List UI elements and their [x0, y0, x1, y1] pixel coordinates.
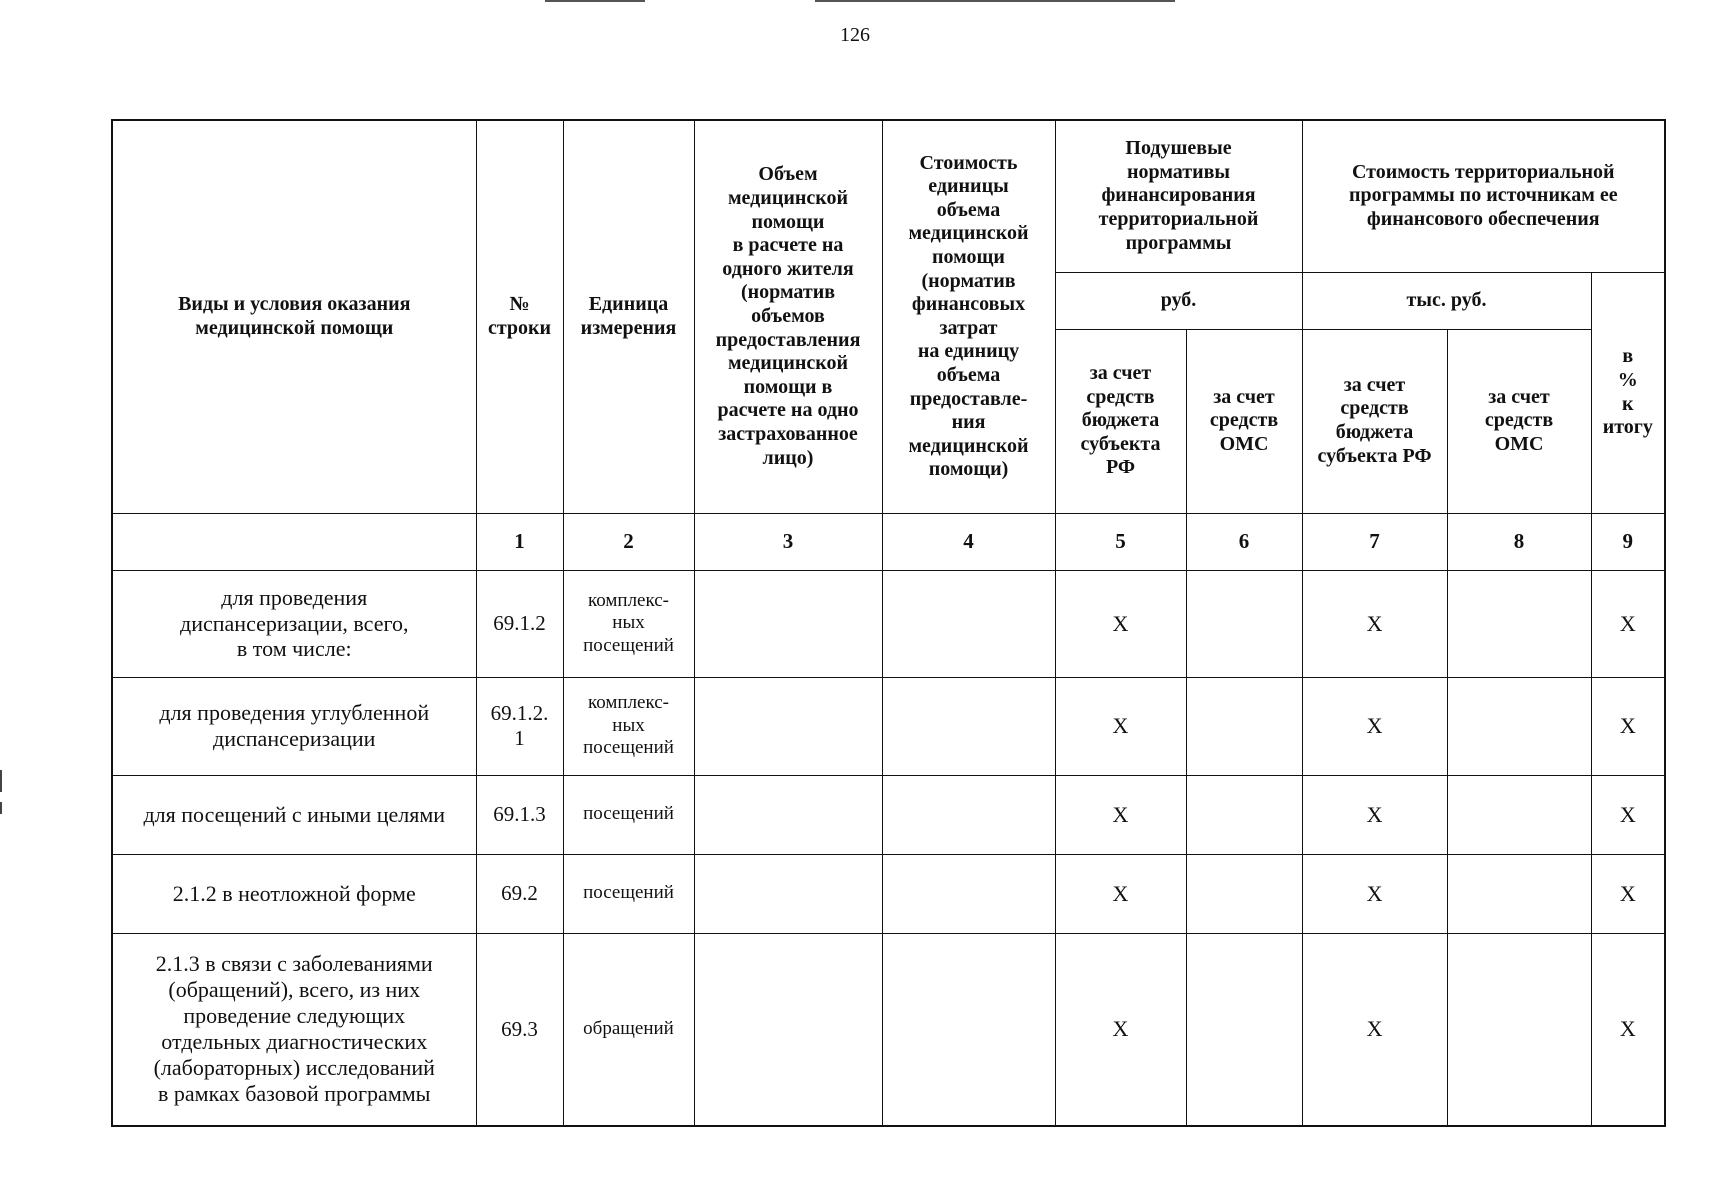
row-percent: X — [1591, 933, 1665, 1126]
row-unit-cost — [882, 677, 1055, 775]
table-row — [112, 933, 1665, 1126]
header-budget-thousand: за счет средств бюджета субъекта РФ — [1302, 329, 1447, 513]
row-oms-rub — [1186, 854, 1302, 933]
row-unit-cost — [882, 933, 1055, 1126]
row-percent: X — [1591, 677, 1665, 775]
row-unit: комплекс- ных посещений — [563, 570, 694, 677]
column-number-row — [112, 513, 1665, 570]
row-percent: X — [1591, 854, 1665, 933]
table-row — [112, 570, 1665, 677]
row-line-number: 69.1.2 — [476, 570, 563, 677]
row-volume — [694, 570, 882, 677]
row-oms-rub — [1186, 775, 1302, 854]
row-budget-rub: X — [1055, 570, 1186, 677]
row-oms-rub — [1186, 570, 1302, 677]
row-percent: X — [1591, 570, 1665, 677]
row-percent: X — [1591, 775, 1665, 854]
row-oms-thousand — [1447, 775, 1591, 854]
header-row-number: № строки — [476, 120, 563, 513]
page-number: 126 — [840, 24, 870, 46]
column-number: 6 — [1186, 513, 1302, 570]
row-line-number: 69.1.3 — [476, 775, 563, 854]
row-oms-thousand — [1447, 933, 1591, 1126]
row-kind: для проведения диспансеризации, всего, в том числе: — [112, 570, 476, 677]
table-row — [112, 775, 1665, 854]
header-oms-rub: за счет средств ОМС — [1186, 329, 1302, 513]
row-kind: для проведения углубленной диспансеризации — [112, 677, 476, 775]
table-row — [112, 677, 1665, 775]
header-kind: Виды и условия оказания медицинской помощи — [112, 120, 476, 513]
header-unit-rub: руб. — [1055, 272, 1302, 329]
header-unit-thousand-rub: тыс. руб. — [1302, 272, 1591, 329]
row-volume — [694, 933, 882, 1126]
row-oms-rub — [1186, 933, 1302, 1126]
header-unit: Единица измерения — [563, 120, 694, 513]
column-number: 5 — [1055, 513, 1186, 570]
row-budget-thousand: X — [1302, 933, 1447, 1126]
row-oms-thousand — [1447, 854, 1591, 933]
column-number: 7 — [1302, 513, 1447, 570]
row-unit: посещений — [563, 775, 694, 854]
row-volume — [694, 854, 882, 933]
row-budget-rub: X — [1055, 677, 1186, 775]
row-volume — [694, 677, 882, 775]
header-volume: Объем медицинской помощи в расчете на одного жителя (норматив объемов предоставления медицинской помощи в расчете на одно застрахованное лицо) — [694, 120, 882, 513]
row-budget-thousand: X — [1302, 570, 1447, 677]
row-oms-thousand — [1447, 570, 1591, 677]
row-unit: посещений — [563, 854, 694, 933]
row-kind: для посещений с иными целями — [112, 775, 476, 854]
row-unit: обращений — [563, 933, 694, 1126]
header-unit-cost: Стоимость единицы объема медицинской помощи (норматив финансовых затрат на единицу объема предоставле- ния медицинской помощи) — [882, 120, 1055, 513]
row-unit-cost — [882, 775, 1055, 854]
top-scan-rule — [815, 0, 1175, 2]
row-budget-thousand: X — [1302, 775, 1447, 854]
row-budget-rub: X — [1055, 775, 1186, 854]
column-number: 4 — [882, 513, 1055, 570]
row-oms-thousand — [1447, 677, 1591, 775]
header-oms-thousand: за счет средств ОМС — [1447, 329, 1591, 513]
row-unit-cost — [882, 854, 1055, 933]
column-number: 9 — [1591, 513, 1665, 570]
row-kind: 2.1.2 в неотложной форме — [112, 854, 476, 933]
header-percent-total: в % к итогу — [1591, 272, 1665, 513]
column-number: 3 — [694, 513, 882, 570]
left-scan-mark — [0, 802, 2, 814]
row-budget-rub: X — [1055, 854, 1186, 933]
row-unit: комплекс- ных посещений — [563, 677, 694, 775]
column-number: 2 — [563, 513, 694, 570]
row-unit-cost — [882, 570, 1055, 677]
column-number — [112, 513, 476, 570]
row-volume — [694, 775, 882, 854]
column-number: 8 — [1447, 513, 1591, 570]
row-kind: 2.1.3 в связи с заболеваниями (обращений), всего, из них проведение следующих отдельных диагностических (лабораторных) исследований в рамках базовой программы — [112, 933, 476, 1126]
header-program-cost: Стоимость территориальной программы по источникам ее финансового обеспечения — [1302, 120, 1665, 272]
top-scan-rule — [545, 0, 645, 2]
row-budget-rub: X — [1055, 933, 1186, 1126]
row-oms-rub — [1186, 677, 1302, 775]
row-budget-thousand: X — [1302, 854, 1447, 933]
header-per-capita: Подушевые нормативы финансирования территориальной программы — [1055, 120, 1302, 272]
header-row-1 — [112, 120, 1665, 272]
row-line-number: 69.2 — [476, 854, 563, 933]
table-row — [112, 854, 1665, 933]
header-budget-rub: за счет средств бюджета субъекта РФ — [1055, 329, 1186, 513]
row-line-number: 69.3 — [476, 933, 563, 1126]
column-number: 1 — [476, 513, 563, 570]
row-budget-thousand: X — [1302, 677, 1447, 775]
left-scan-mark — [0, 770, 2, 792]
financing-table — [111, 119, 1666, 1127]
row-line-number: 69.1.2. 1 — [476, 677, 563, 775]
